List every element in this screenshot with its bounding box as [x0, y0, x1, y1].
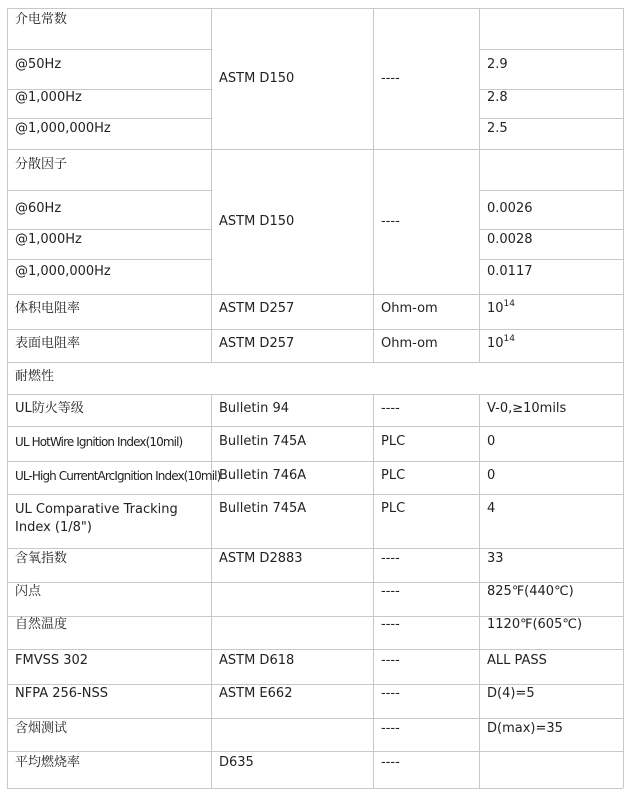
cell-method [211, 501, 373, 517]
cell-text: 825℉(440℃) [487, 584, 574, 599]
row-divider [7, 582, 623, 583]
cell-text: ---- [381, 71, 400, 86]
cell-text: V-0,≥10mils [487, 401, 567, 416]
cell-text: 平均燃烧率 [15, 755, 81, 770]
cell-unit [373, 434, 479, 450]
cell-value [479, 301, 623, 317]
cell-method [211, 755, 373, 771]
cell-text: ---- [381, 584, 400, 599]
cell-property [7, 301, 211, 317]
row-divider [7, 294, 623, 295]
cell-method [211, 551, 373, 567]
cell-property [7, 501, 211, 537]
cell-unit [373, 468, 479, 484]
cell-property [7, 264, 211, 280]
cell-text: ASTM D257 [219, 336, 295, 351]
cell-unit [373, 501, 479, 517]
row-divider [7, 494, 623, 495]
cell-text: D(max)=35 [487, 721, 563, 736]
cell-text: 2.9 [487, 57, 508, 72]
span-mask [373, 363, 374, 394]
cell-property [7, 617, 211, 633]
cell-text: UL-High CurrentArcIgnition Index(10mil) [15, 469, 221, 483]
cell-text: 0 [487, 434, 496, 449]
cell-value [479, 468, 623, 484]
row-divider [479, 49, 623, 50]
span-mask [479, 363, 480, 394]
row-divider [7, 259, 211, 260]
row-divider [7, 394, 623, 395]
cell-method [211, 434, 373, 450]
row-divider [479, 259, 623, 260]
cell-text: ---- [381, 401, 400, 416]
cell-text: PLC [381, 468, 406, 483]
cell-text: @60Hz [15, 201, 62, 216]
cell-property [7, 721, 211, 737]
cell-method [211, 686, 373, 702]
cell-unit [373, 336, 479, 352]
cell-text: ---- [381, 686, 400, 701]
cell-unit [373, 301, 479, 317]
cell-text: 自然温度 [15, 617, 68, 632]
cell-text: ASTM D150 [219, 214, 295, 229]
cell-property [7, 401, 211, 417]
cell-property [7, 468, 221, 484]
cell-text: Ohm-om [381, 301, 438, 316]
cell-value [479, 584, 623, 600]
row-divider [7, 229, 211, 230]
cell-property [7, 755, 211, 771]
cell-text: 4 [487, 501, 496, 516]
cell-text: Bulletin 746A [219, 468, 307, 483]
cell-value [479, 401, 623, 417]
cell-text: ---- [381, 755, 400, 770]
cell-text: FMVSS 302 [15, 653, 89, 668]
row-divider [7, 362, 623, 363]
row-divider [479, 190, 623, 191]
cell-text: Bulletin 94 [219, 401, 290, 416]
column-divider [623, 8, 624, 788]
cell-unit [373, 653, 479, 669]
cell-method [211, 468, 373, 484]
row-divider [7, 149, 623, 150]
cell-value [479, 121, 623, 137]
row-divider [7, 49, 211, 50]
cell-unit [373, 721, 479, 737]
cell-text: 33 [487, 551, 504, 566]
row-divider [7, 190, 211, 191]
row-divider [7, 788, 623, 789]
cell-value [479, 721, 623, 737]
exponent-text: 14 [503, 334, 515, 344]
cell-text: ---- [381, 653, 400, 668]
cell-unit [373, 71, 479, 87]
cell-method [211, 401, 373, 417]
cell-property [7, 12, 211, 28]
cell-property [7, 121, 211, 137]
row-divider [7, 426, 623, 427]
cell-property [7, 201, 211, 217]
cell-property [7, 369, 211, 385]
cell-text: ---- [381, 214, 400, 229]
cell-unit [373, 551, 479, 567]
cell-property [7, 434, 211, 450]
cell-value [479, 90, 623, 106]
cell-text: Ohm-om [381, 336, 438, 351]
cell-value [479, 201, 623, 217]
cell-value [479, 551, 623, 567]
cell-unit [373, 214, 479, 230]
cell-text: @50Hz [15, 57, 62, 72]
column-divider [373, 8, 374, 788]
cell-property [7, 653, 211, 669]
cell-unit [373, 755, 479, 771]
cell-value [479, 686, 623, 702]
cell-value [479, 232, 623, 248]
cell-text: 介电常数 [15, 12, 68, 27]
cell-text: 0.0028 [487, 232, 533, 247]
row-divider [7, 718, 623, 719]
row-divider [7, 8, 623, 9]
cell-value [479, 617, 623, 633]
cell-property [7, 336, 211, 352]
cell-text: ASTM D618 [219, 653, 295, 668]
cell-text: 0.0117 [487, 264, 533, 279]
cell-text: @1,000,000Hz [15, 121, 111, 136]
cell-text: D(4)=5 [487, 686, 535, 701]
cell-text: ASTM D257 [219, 301, 295, 316]
row-divider [7, 684, 623, 685]
cell-property [7, 551, 211, 567]
cell-method [211, 301, 373, 317]
row-divider [479, 229, 623, 230]
cell-text: UL HotWire Ignition Index(10mil) [15, 435, 183, 449]
cell-unit [373, 584, 479, 600]
cell-text: ASTM E662 [219, 686, 293, 701]
row-divider [7, 751, 623, 752]
cell-property [7, 157, 211, 173]
cell-property [7, 584, 211, 600]
cell-method [211, 71, 373, 87]
cell-property [7, 90, 211, 106]
cell-text: Bulletin 745A [219, 501, 307, 516]
cell-text: @1,000Hz [15, 232, 82, 247]
cell-text: ASTM D150 [219, 71, 295, 86]
cell-text: 0.0026 [487, 201, 533, 216]
row-divider [7, 548, 623, 549]
cell-text: UL Comparative Tracking Index (1/8") [15, 502, 178, 535]
cell-text: Bulletin 745A [219, 434, 307, 449]
exponent-text: 14 [503, 299, 515, 309]
cell-property [7, 232, 211, 248]
cell-text: 1120℉(605℃) [487, 617, 583, 632]
row-divider [7, 649, 623, 650]
cell-text: ALL PASS [487, 653, 547, 668]
cell-text: ---- [381, 721, 400, 736]
cell-text: PLC [381, 434, 406, 449]
cell-value [479, 57, 623, 73]
cell-text: 含氧指数 [15, 551, 68, 566]
cell-unit [373, 686, 479, 702]
cell-text: 体积电阻率 [15, 301, 81, 316]
cell-text: 2.5 [487, 121, 508, 136]
cell-value [479, 434, 623, 450]
cell-property [7, 686, 211, 702]
cell-method [211, 214, 373, 230]
row-divider [7, 118, 211, 119]
cell-unit [373, 401, 479, 417]
cell-value [479, 264, 623, 280]
cell-text: UL防火等级 [15, 401, 84, 416]
cell-text: ---- [381, 617, 400, 632]
span-mask [211, 363, 212, 394]
cell-text: 2.8 [487, 90, 508, 105]
column-divider [211, 8, 212, 788]
cell-text: 表面电阻率 [15, 336, 81, 351]
cell-value [479, 336, 623, 352]
cell-text: 耐燃性 [15, 369, 55, 384]
cell-property [7, 57, 211, 73]
cell-text: NFPA 256-NSS [15, 686, 108, 701]
cell-text: ---- [381, 551, 400, 566]
cell-text: ASTM D2883 [219, 551, 303, 566]
cell-unit [373, 617, 479, 633]
cell-text: 闪点 [15, 584, 42, 599]
cell-text: 10 [487, 336, 504, 351]
cell-text: 10 [487, 301, 504, 316]
cell-text: 分散因子 [15, 157, 68, 172]
cell-text: 含烟测试 [15, 721, 68, 736]
cell-method [211, 336, 373, 352]
row-divider [7, 461, 623, 462]
cell-value [479, 653, 623, 669]
cell-text: @1,000Hz [15, 90, 82, 105]
row-divider [7, 329, 623, 330]
cell-method [211, 653, 373, 669]
cell-text: 0 [487, 468, 496, 483]
cell-text: @1,000,000Hz [15, 264, 111, 279]
cell-text: PLC [381, 501, 406, 516]
cell-text: D635 [219, 755, 254, 770]
row-divider [479, 118, 623, 119]
cell-value [479, 501, 623, 517]
